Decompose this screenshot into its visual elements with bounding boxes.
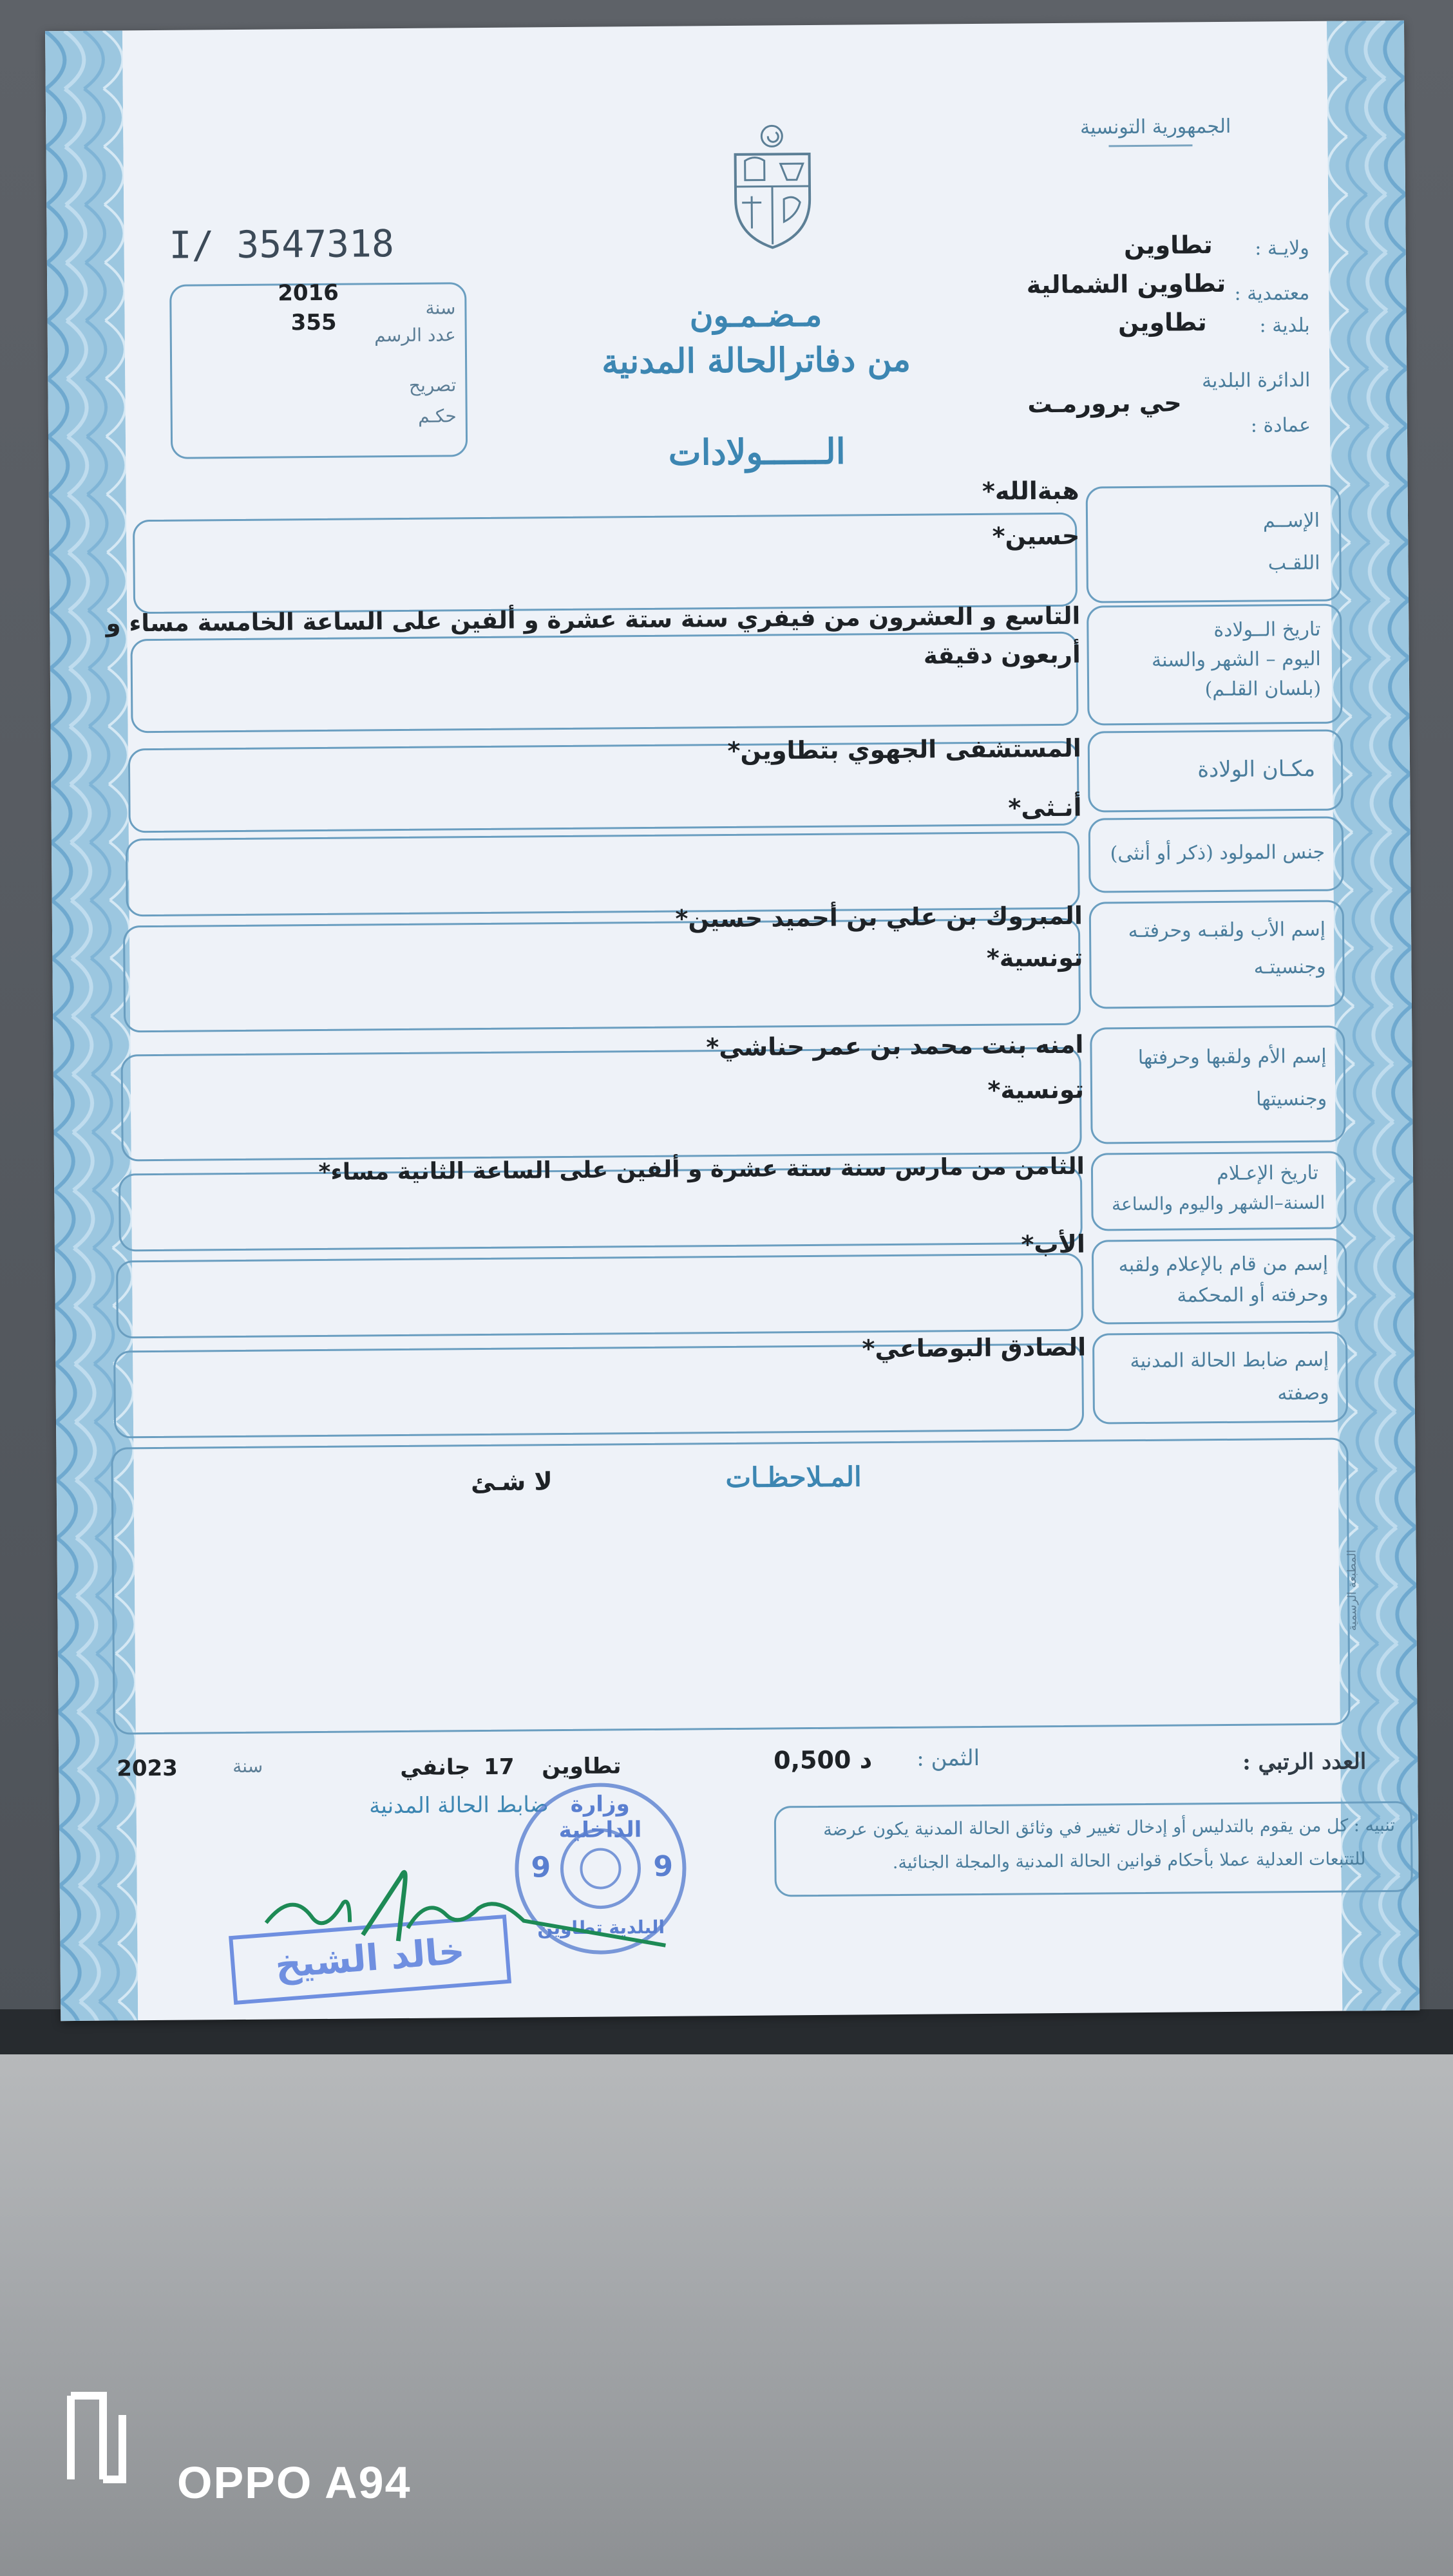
row-label: وجنسيتـه	[1253, 955, 1326, 979]
imada-value: حي برورمـت	[1027, 388, 1182, 419]
issue-place: تطاوين	[542, 1753, 622, 1780]
row-label: الإســم	[1262, 509, 1320, 533]
row-label: تاريخ الــولادة	[1213, 618, 1321, 642]
stamp-municipality: البلدية تطاوين	[537, 1916, 665, 1939]
row-label: إسم من قام بالإعلام ولقبه	[1118, 1252, 1329, 1277]
sex-value: أنـثى*	[1008, 793, 1082, 822]
delegation-label: معتمدية :	[1234, 281, 1310, 305]
birth-certificate-document	[45, 21, 1420, 2021]
row-label: (بلسان القلـم)	[1204, 677, 1322, 701]
value-box-declarant	[116, 1253, 1083, 1339]
registry-year-label: سنة	[425, 297, 456, 319]
birth-date-value-cont: أربعون دقيقة	[923, 640, 1081, 670]
judgment-label: حكـم	[418, 405, 457, 427]
camera-logo-icon	[64, 2389, 129, 2486]
mother-value: امنه بنت محمد بن عمر حناشي*	[706, 1030, 1084, 1062]
municipality-value: تطاوين	[1117, 308, 1207, 337]
price-label: الثمن :	[916, 1745, 980, 1772]
label-box-birth-date	[1087, 604, 1342, 726]
declaration-date-value: الثامن من مارس سنة ستة عشرة و ألفين على الساعة الثانية مساء*	[318, 1153, 1085, 1186]
label-box-declarant	[1092, 1238, 1347, 1324]
registry-box	[169, 279, 468, 459]
wilaya-label: ولايـة :	[1255, 236, 1309, 260]
row-label: إسم الأم ولقبها وحرفتها	[1137, 1045, 1327, 1070]
registry-year-value: 2016	[278, 279, 339, 307]
registry-number-label: عدد الرسم	[374, 324, 456, 346]
remarks-value: لا شـئ	[470, 1467, 553, 1497]
warning-line: تنبيه : كل من يقوم بالتدليس أو إدخال تغيير في وثائق الحالة المدنية يكون عرضة	[823, 1815, 1396, 1840]
stamp-number-left: 9	[531, 1851, 551, 1884]
father-value: المبروك بن علي بن أحميد حسين*	[675, 901, 1083, 933]
row-label: تاريخ الإعـلام	[1217, 1161, 1319, 1186]
issue-year-label: سنة	[233, 1755, 263, 1777]
mother-nationality-value: تونسية*	[987, 1075, 1085, 1104]
serial-number: I/ 3547318	[169, 222, 395, 267]
row-label: وحرفته أو المحكمة	[1177, 1283, 1329, 1307]
surname-value: حسين*	[992, 521, 1080, 551]
label-box-sex	[1088, 816, 1344, 893]
declarant-value: الأب*	[1021, 1229, 1086, 1259]
wilaya-value: تطاوين	[1123, 231, 1213, 260]
camera-watermark: OPPO A94	[177, 2458, 412, 2508]
coat-of-arms-icon	[725, 122, 820, 251]
declaration-label: تصريح	[408, 374, 457, 396]
district-label: الدائرة البلدية	[1201, 368, 1311, 393]
extract-title: مـضـمـون	[689, 295, 822, 335]
delegation-value: تطاوين الشمالية	[1026, 269, 1226, 299]
row-label: السنة–الشهر واليوم والساعة	[1111, 1191, 1325, 1215]
imada-label: عمادة :	[1250, 413, 1311, 437]
municipality-label: بلدية :	[1259, 314, 1310, 337]
printer-mark	[1345, 1605, 1359, 1631]
remarks-label: المـلاحظـات	[725, 1461, 862, 1494]
signature-icon	[252, 1848, 704, 1967]
registers-title: من دفاترالحالة المدنية	[601, 339, 911, 382]
officer-signature-label: ضابط الحالة المدنية	[368, 1792, 549, 1819]
republic-label: الجمهورية التونسية	[1079, 115, 1231, 139]
label-box-declaration-date	[1091, 1151, 1347, 1231]
birth-place-value: المستشفى الجهوي بتطاوين*	[727, 734, 1081, 765]
stamp-number-right: 9	[653, 1850, 674, 1883]
row-label: اليوم – الشهر والسنة	[1151, 647, 1321, 672]
warning-line: للتتبعات العدلية عملا بأحكام قوانين الحالة المدنية والمجلة الجنائية.	[892, 1849, 1366, 1873]
issue-day: 17	[484, 1754, 515, 1781]
birth-date-value: التاسع و العشرون من فيفري سنة ستة عشرة و ألفين على الساعة الخامسة مساء و	[106, 601, 1081, 638]
row-label: وجنسيتها	[1256, 1087, 1327, 1111]
label-box-name	[1086, 485, 1342, 603]
label-box-officer	[1092, 1331, 1348, 1424]
header-divider	[1108, 144, 1192, 147]
row-label: إسم الأب ولقبـه وحرفتـه	[1128, 918, 1326, 943]
price-value: 0,500 د	[773, 1745, 873, 1775]
officer-value: الصادق البوصاعي*	[862, 1332, 1087, 1363]
label-box-birth-place	[1088, 729, 1344, 812]
row-label: وصفته	[1277, 1381, 1329, 1405]
issue-month: جانفي	[400, 1754, 471, 1781]
officer-name-stamp-text: خالد الشيخ	[273, 1930, 466, 1987]
row-label: اللقـب	[1268, 551, 1320, 575]
row-label: جنس المولود (ذكر أو أنثى)	[1110, 840, 1325, 866]
row-label: إسم ضابط الحالة المدنية	[1130, 1348, 1329, 1373]
serial-order-label: العدد الرتبي :	[1242, 1748, 1367, 1776]
father-nationality-value: تونسية*	[986, 943, 1083, 972]
issue-year-value: 2023	[117, 1755, 178, 1782]
warning-box	[774, 1801, 1413, 1897]
stamp-ministry: وزارة الداخلية	[558, 1791, 642, 1844]
label-box-mother	[1090, 1025, 1345, 1144]
births-title: الــــــولادات	[668, 430, 846, 473]
row-label: مكـان الولادة	[1197, 755, 1316, 783]
registry-number-value: 355	[290, 309, 337, 336]
given-name-value: هبةالله*	[982, 476, 1079, 506]
label-box-father	[1089, 900, 1345, 1009]
